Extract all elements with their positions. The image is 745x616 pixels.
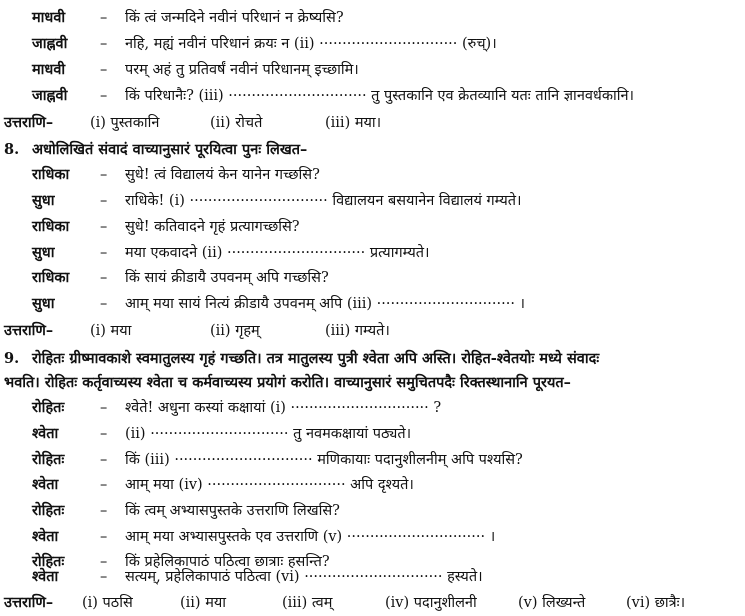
speaker-name: राधिका	[32, 218, 70, 235]
dash: –	[100, 62, 108, 78]
dialog-text: किं त्वं जन्मदिने नवीनं परिधानं न क्रेष्यसि?	[125, 10, 344, 26]
dash: –	[100, 554, 108, 570]
speaker-name: श्वेता	[32, 476, 59, 493]
dash: –	[100, 270, 108, 286]
speaker-name: श्वेता	[32, 425, 59, 442]
dialog-text: किं परिधानैः? (iii) ······························ तु पुस्तकानि एव क्रेतव्यानि यतः तानि ज्ञानवर्धकानि।	[125, 88, 635, 104]
dash: –	[100, 296, 108, 312]
dash: –	[100, 503, 108, 519]
dash: –	[100, 193, 108, 209]
dialog-text: मया एकवादने (ii) ······························ प्रत्यागम्यते।	[125, 245, 430, 261]
speaker-name: रोहितः	[32, 502, 65, 519]
speaker-name: जाह्नवी	[32, 35, 68, 52]
answer-item: (ii) गृहम्	[210, 323, 260, 339]
answer-item: (i) पठसि	[82, 595, 133, 611]
speaker-name: श्वेता	[32, 568, 59, 585]
dash: –	[100, 245, 108, 261]
dash: –	[100, 400, 108, 416]
answer-item: (ii) रोचते	[210, 115, 263, 131]
dialog-text: सुधे! त्वं विद्यालयं केन यानेन गच्छसि?	[125, 167, 320, 183]
answer-item: (iii) मया।	[325, 115, 382, 131]
question-title: अधोलिखितं संवादं वाच्यानुसारं पूरयित्वा पुनः लिखत–	[32, 141, 308, 158]
dialog-text: सत्यम्, प्रहेलिकापाठं पठित्वा (vi) ······························ हस्यते।	[125, 569, 483, 585]
answer-item: (iv) पदानुशीलनी	[385, 595, 477, 611]
speaker-name: माधवी	[32, 9, 66, 26]
dash: –	[100, 477, 108, 493]
dialog-text: सुधे! कतिवादने गृहं प्रत्यागच्छसि?	[125, 219, 300, 235]
answer-item: (ii) मया	[180, 595, 227, 611]
dash: –	[100, 167, 108, 183]
speaker-name: माधवी	[32, 61, 66, 78]
dash: –	[100, 452, 108, 468]
answer-item: (v) लिख्यन्ते	[518, 595, 586, 611]
answers-label: उत्तराणि–	[4, 322, 54, 339]
answer-item: (iii) त्वम्	[282, 595, 333, 611]
dash: –	[100, 569, 108, 585]
dialog-text: (ii) ······························ तु नवमकक्षायां पठ्यते।	[125, 426, 412, 442]
speaker-name: जाह्नवी	[32, 87, 68, 104]
dash: –	[100, 10, 108, 26]
dialog-text: आम्‌ मया अभ्यासपुस्तके एव उत्तराणि (v) ······························ ।	[125, 529, 496, 545]
dialog-text: नहि, मह्यं नवीनं परिधानं क्रयः न (ii) ······························ (रुच्)।	[125, 36, 497, 52]
question-number: 9.	[4, 350, 20, 367]
speaker-name: रोहितः	[32, 553, 65, 570]
question-number: 8.	[4, 141, 20, 158]
dash: –	[100, 529, 108, 545]
dialog-text: किं त्वम् अभ्यासपुस्तके उत्तराणि लिखसि?	[125, 503, 340, 519]
dash: –	[100, 426, 108, 442]
answer-item: (vi) छात्रैः।	[626, 595, 686, 611]
question-intro: भवति। रोहितः कर्तृवाच्यस्य श्वेता च कर्मवाच्यस्य प्रयोगं करोति। वाच्यानुसारं समुचितपदैः रिक्तस्थानानि पूरयत–	[4, 374, 571, 391]
speaker-name: रोहितः	[32, 451, 65, 468]
speaker-name: राधिका	[32, 166, 70, 183]
dialog-text: आम्‌ मया (iv) ······························ अपि दृश्यते।	[125, 477, 414, 493]
dash: –	[100, 88, 108, 104]
answer-item: (iii) गम्यते।	[325, 323, 390, 339]
dialog-text: आम्‌ मया सायं नित्यं क्रीडायै उपवनम् अपि (iii) ······························ ।	[125, 296, 526, 312]
answers-label: उत्तराणि–	[4, 114, 54, 131]
dialog-text: श्वेते! अधुना कस्यां कक्षायां (i) ······························ ?	[125, 400, 442, 416]
dash: –	[100, 36, 108, 52]
dash: –	[100, 219, 108, 235]
dialog-text: किं सायं क्रीडायै उपवनम् अपि गच्छसि?	[125, 270, 329, 286]
speaker-name: सुधा	[32, 295, 55, 312]
answer-item: (i) मया	[90, 323, 132, 339]
speaker-name: रोहितः	[32, 399, 65, 416]
dialog-text: राधिके! (i) ······························ विद्यालयन बसयानेन विद्यालयं गम्यते।	[125, 193, 522, 209]
speaker-name: सुधा	[32, 244, 55, 261]
speaker-name: श्वेता	[32, 528, 59, 545]
speaker-name: राधिका	[32, 269, 70, 286]
dialog-text: परम् अहं तु प्रतिवर्षं नवीनं परिधानम् इच्छामि।	[125, 62, 359, 78]
answers-label: उत्तराणि–	[4, 594, 54, 611]
answer-item: (i) पुस्तकानि	[90, 115, 160, 131]
dialog-text: किं (iii) ······························ मणिकायाः पदानुशीलनीम् अपि पश्यसि?	[125, 452, 523, 468]
speaker-name: सुधा	[32, 192, 55, 209]
question-intro: रोहितः ग्रीष्मावकाशे स्वमातुलस्य गृहं गच्छति। तत्र मातुलस्य पुत्री श्वेता अपि अस्ति। रोहित-श्वेतयोः मध्ये संवादः	[32, 350, 600, 367]
dialog-text: किं प्रहेलिकापाठं पठित्वा छात्राः हसन्ति?	[125, 554, 330, 570]
